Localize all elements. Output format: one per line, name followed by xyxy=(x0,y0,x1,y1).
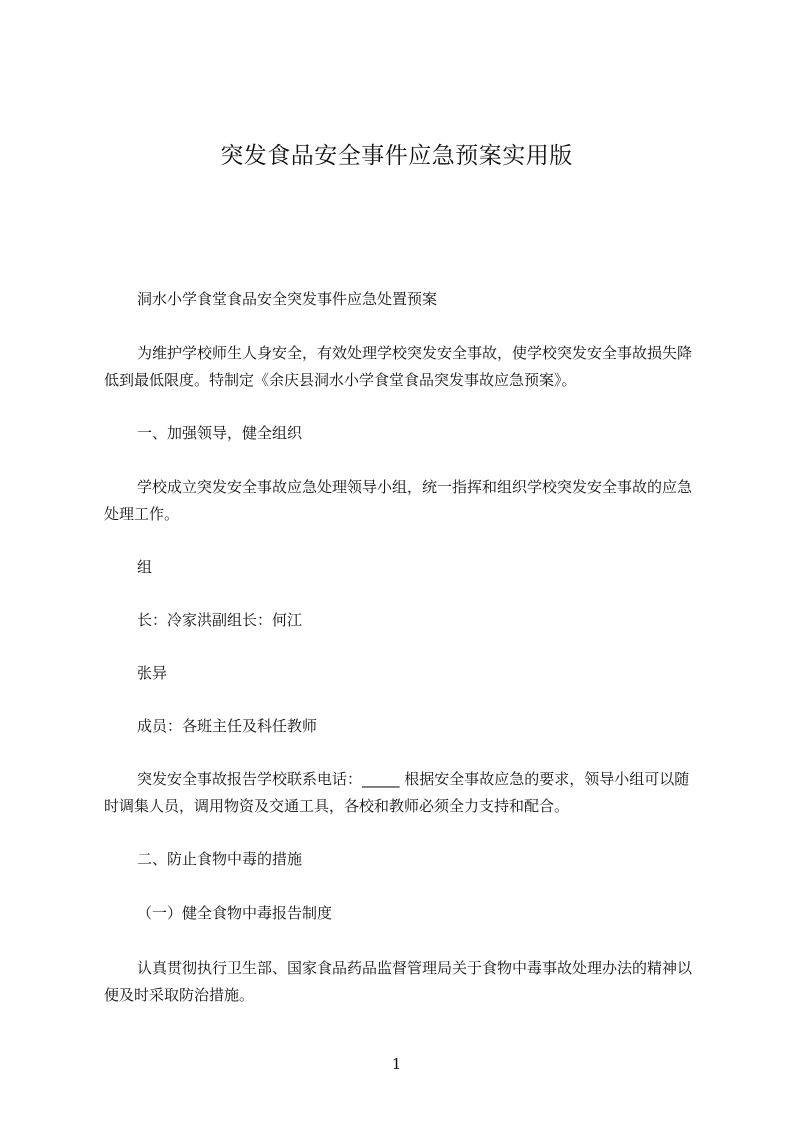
body-paragraph: 组 xyxy=(137,558,153,576)
subtitle-paragraph: 洞水小学食堂食品安全突发事件应急处置预案 xyxy=(137,290,438,308)
body-paragraph: 突发安全事故报告学校联系电话：_____ 根据安全事故应急的要求，领导小组可以随时调集人员，调用物资及交通工具，各校和教师必须全力支持和配合。 xyxy=(104,770,690,815)
intro-paragraph: 为维护学校师生人身安全，有效处理学校突发安全事故，使学校突发安全事故损失降低到最低限度。特制定《余庆县洞水小学食堂食品突发事故应急预案》。 xyxy=(104,344,693,389)
body-paragraph: 学校成立突发安全事故应急处理领导小组，统一指挥和组织学校突发安全事故的应急处理工作。 xyxy=(104,478,693,523)
document-title: 突发食品安全事件应急预案实用版 xyxy=(220,143,573,169)
page-number: 1 xyxy=(391,1055,402,1073)
subsection-heading: （一）健全食物中毒报告制度 xyxy=(137,904,333,922)
section-heading-1: 一、加强领导，健全组织 xyxy=(137,424,303,442)
body-paragraph: 认真贯彻执行卫生部、国家食品药品监督管理局关于食物中毒事故处理办法的精神以便及时采取防治措施。 xyxy=(104,959,693,1004)
body-paragraph: 张异 xyxy=(137,664,168,682)
body-paragraph: 长：冷家洪副组长：何江 xyxy=(137,611,303,629)
section-heading-2: 二、防止食物中毒的措施 xyxy=(137,850,303,868)
body-paragraph: 成员：各班主任及科任教师 xyxy=(137,717,318,735)
